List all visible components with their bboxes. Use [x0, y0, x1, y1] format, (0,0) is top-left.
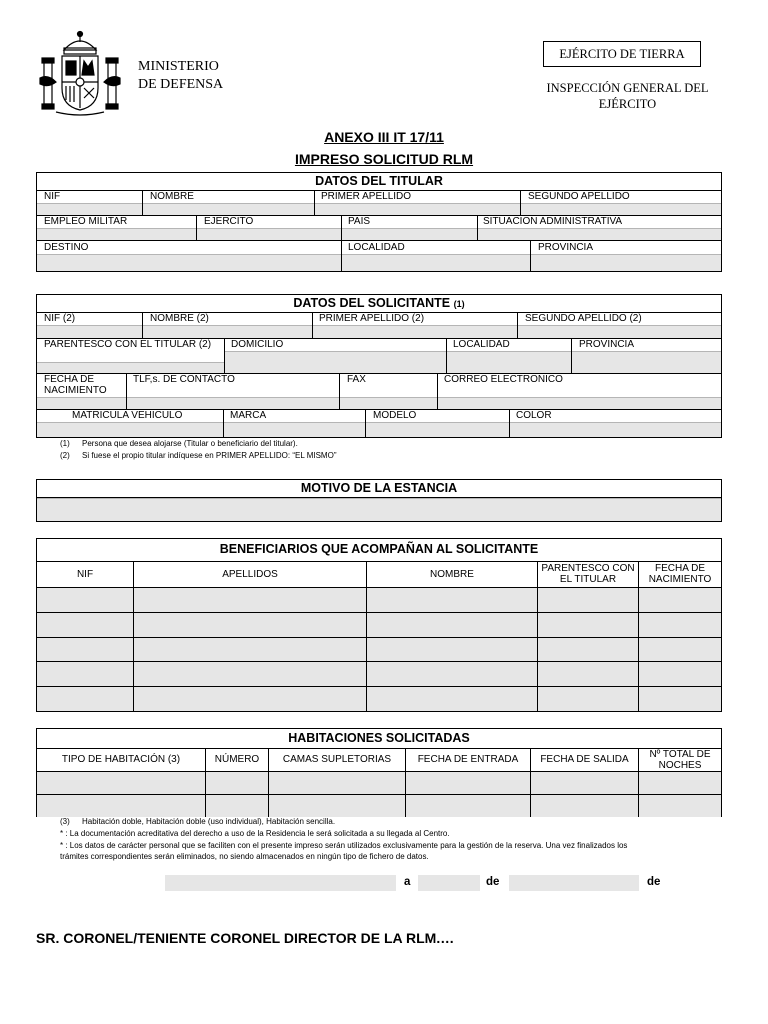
ben-cell[interactable] — [367, 588, 537, 612]
sol-provincia-label: PROVINCIA — [579, 339, 635, 350]
hab-col-numero: NÚMERO — [214, 754, 260, 765]
sol-provincia-field[interactable] — [572, 351, 721, 373]
sol-marca-label: MARCA — [230, 410, 267, 421]
hab-cell[interactable] — [639, 795, 721, 817]
ministry-line2: DE DEFENSA — [138, 77, 224, 92]
note-star-2b: trámites correspondientes serán eliminados, no siendo almacenados en ningún tipo de fichero de datos. — [60, 852, 429, 861]
ben-cell[interactable] — [367, 662, 537, 686]
sol-telefono-label: TLF,s. DE CONTACTO — [133, 374, 235, 385]
army-box — [543, 41, 701, 67]
sol-domicilio-label: DOMICILIO — [231, 339, 284, 350]
ben-row-divider — [36, 686, 722, 687]
note-1-number: (1) — [60, 439, 70, 448]
sol-parentesco-field[interactable] — [37, 362, 224, 373]
ben-row-divider — [36, 661, 722, 662]
titular-ejercito-field[interactable] — [197, 228, 341, 240]
hab-cell[interactable] — [37, 772, 205, 794]
titular-nif-label: NIF — [44, 191, 61, 202]
ben-cell[interactable] — [538, 638, 638, 662]
sol-nombre-label: NOMBRE (2) — [150, 313, 209, 324]
hab-col-camas: CAMAS SUPLETORIAS — [282, 754, 392, 765]
ben-cell[interactable] — [134, 687, 366, 711]
titular-primer-apellido-label: PRIMER APELLIDO — [321, 191, 412, 202]
day-field[interactable] — [418, 875, 480, 891]
sol-fecha-nacimiento-field[interactable] — [37, 397, 126, 409]
ben-cell[interactable] — [538, 613, 638, 637]
hab-col-entrada: FECHA DE ENTRADA — [417, 754, 519, 765]
titular-situacion-field[interactable] — [478, 228, 721, 240]
title-form: IMPRESO SOLICITUD RLM — [294, 151, 474, 167]
ben-cell[interactable] — [37, 638, 133, 662]
titular-nif-field[interactable] — [37, 203, 142, 215]
sol-fecha-nacimiento-label: FECHA DE NACIMIENTO — [44, 374, 107, 396]
titular-provincia-label: PROVINCIA — [538, 242, 594, 253]
titular-provincia-field[interactable] — [531, 254, 721, 271]
sol-fax-label: FAX — [347, 374, 366, 385]
sol-telefono-field[interactable] — [127, 397, 339, 409]
hab-cell[interactable] — [531, 795, 638, 817]
ben-cell[interactable] — [134, 588, 366, 612]
hab-row-divider — [36, 794, 722, 795]
sol-correo-field[interactable] — [438, 397, 721, 409]
titular-localidad-label: LOCALIDAD — [348, 242, 405, 253]
month-field[interactable] — [509, 875, 639, 891]
hab-cell[interactable] — [269, 772, 405, 794]
hab-cell[interactable] — [37, 795, 205, 817]
ben-cell[interactable] — [639, 638, 721, 662]
ben-cell[interactable] — [37, 687, 133, 711]
titular-localidad-field[interactable] — [342, 254, 530, 271]
hab-cell[interactable] — [206, 795, 268, 817]
titular-empleo-label: EMPLEO MILITAR — [44, 216, 128, 227]
hab-col-salida: FECHA DE SALIDA — [540, 754, 629, 765]
sol-primer-apellido-field[interactable] — [313, 325, 517, 338]
titular-segundo-apellido-field[interactable] — [521, 203, 721, 215]
ben-cell[interactable] — [134, 662, 366, 686]
note-1-text: Persona que desea alojarse (Titular o beneficiario del titular). — [82, 439, 298, 448]
note-2-text: Si fuese el propio titular indíquese en PRIMER APELLIDO: “EL MISMO” — [82, 451, 337, 460]
note-2-number: (2) — [60, 451, 70, 460]
ben-cell[interactable] — [538, 662, 638, 686]
titular-destino-label: DESTINO — [44, 242, 89, 253]
sol-color-field[interactable] — [510, 422, 721, 437]
sol-segundo-apellido-field[interactable] — [518, 325, 721, 338]
hab-cell[interactable] — [206, 772, 268, 794]
hab-col-noches: Nº TOTAL DE NOCHES — [649, 749, 711, 771]
date-a-label: a — [404, 876, 411, 888]
ben-col-apellidos: APELLIDOS — [222, 569, 278, 580]
hab-cell[interactable] — [406, 795, 530, 817]
sol-nif-label: NIF (2) — [44, 313, 76, 324]
habitaciones-heading: HABITACIONES SOLICITADAS — [288, 731, 470, 745]
ministry-line1: MINISTERIO — [138, 59, 219, 74]
titular-nombre-label: NOMBRE — [150, 191, 194, 202]
ben-cell[interactable] — [367, 687, 537, 711]
addressee: SR. CORONEL/TENIENTE CORONEL DIRECTOR DE LA RLM.… — [36, 930, 455, 946]
sol-parentesco-label: PARENTESCO CON EL TITULAR (2) — [44, 339, 212, 350]
sol-fax-field[interactable] — [340, 397, 437, 409]
ministry-name — [138, 58, 223, 94]
sol-modelo-label: MODELO — [373, 410, 417, 421]
solicitante-heading — [36, 296, 722, 310]
ben-cell[interactable] — [639, 662, 721, 686]
sol-correo-label: CORREO ELECTRONICO — [444, 374, 563, 385]
sol-primer-apellido-label: PRIMER APELLIDO (2) — [319, 313, 425, 324]
ben-col-parentesco: PARENTESCO CON EL TITULAR — [541, 563, 635, 585]
ben-cell[interactable] — [37, 662, 133, 686]
sol-matricula-field[interactable] — [37, 422, 223, 437]
titular-heading: DATOS DEL TITULAR — [315, 174, 443, 188]
ben-cell[interactable] — [639, 613, 721, 637]
ben-cell[interactable] — [367, 613, 537, 637]
titular-pais-label: PAIS — [348, 216, 371, 227]
ben-cell[interactable] — [639, 687, 721, 711]
sol-marca-field[interactable] — [224, 422, 365, 437]
sol-nif-field[interactable] — [37, 325, 142, 338]
ben-row-divider — [36, 612, 722, 613]
titular-destino-field[interactable] — [37, 254, 341, 271]
ben-cell[interactable] — [538, 588, 638, 612]
date-de2-label: de — [647, 876, 661, 888]
solicitante-heading-text: DATOS DEL SOLICITANTE — [293, 296, 451, 310]
sol-matricula-label: MATRICULA VEHICULO — [72, 410, 183, 421]
titular-nombre-field[interactable] — [143, 203, 314, 215]
sol-color-label: COLOR — [516, 410, 552, 421]
inspection-name — [530, 80, 725, 112]
sol-localidad-label: LOCALIDAD — [453, 339, 510, 350]
note-star-2a: * : Los datos de carácter personal que se faciliten con el presente impreso serán utilizados exclusivamente para la gestión de la reserva. Una vez finalizados los — [60, 841, 628, 850]
ben-cell[interactable] — [367, 638, 537, 662]
army-label: EJÉRCITO DE TIERRA — [559, 47, 685, 61]
ben-cell[interactable] — [37, 588, 133, 612]
titular-empleo-field[interactable] — [37, 228, 196, 240]
inspection-line2: EJÉRCITO — [598, 97, 657, 111]
note-star-1: * : La documentación acreditativa del derecho a uso de la Residencia le será solicitada a su llegada al Centro. — [60, 829, 450, 838]
ben-row-divider — [36, 637, 722, 638]
inspection-line1: INSPECCIÓN GENERAL DEL — [546, 81, 709, 95]
place-field[interactable] — [165, 875, 396, 891]
ben-cell[interactable] — [134, 638, 366, 662]
beneficiarios-heading: BENEFICIARIOS QUE ACOMPAÑAN AL SOLICITANTE — [219, 542, 539, 556]
hab-cell[interactable] — [531, 772, 638, 794]
titular-pais-field[interactable] — [342, 228, 477, 240]
date-de1-label: de — [486, 876, 500, 888]
sol-nombre-field[interactable] — [143, 325, 312, 338]
ben-cell[interactable] — [134, 613, 366, 637]
sol-modelo-field[interactable] — [366, 422, 509, 437]
sol-localidad-field[interactable] — [447, 351, 571, 373]
titular-situacion-label: SITUACION ADMINISTRATIVA — [483, 216, 623, 227]
ben-cell[interactable] — [37, 613, 133, 637]
titular-segundo-apellido-label: SEGUNDO APELLIDO — [528, 191, 630, 202]
titular-ejercito-label: EJERCITO — [204, 216, 254, 227]
ben-col-nombre: NOMBRE — [430, 569, 474, 580]
ben-col-fecha: FECHA DE NACIMIENTO — [648, 563, 712, 585]
solicitante-heading-note: (1) — [453, 299, 465, 309]
hab-cell[interactable] — [406, 772, 530, 794]
ben-col-nif: NIF — [76, 569, 94, 580]
title-annex: ANEXO III IT 17/11 — [324, 129, 444, 145]
ben-cell[interactable] — [639, 588, 721, 612]
ben-cell[interactable] — [538, 687, 638, 711]
hab-cell[interactable] — [639, 772, 721, 794]
hab-cell[interactable] — [269, 795, 405, 817]
note-3-text: Habitación doble, Habitación doble (uso individual), Habitación sencilla. — [82, 817, 336, 826]
sol-domicilio-field[interactable] — [225, 351, 446, 373]
motivo-field[interactable] — [37, 498, 721, 521]
note-3-number: (3) — [60, 817, 70, 826]
titular-primer-apellido-field[interactable] — [315, 203, 520, 215]
page-title — [0, 126, 768, 170]
sol-segundo-apellido-label: SEGUNDO APELLIDO (2) — [525, 313, 642, 324]
motivo-heading: MOTIVO DE LA ESTANCIA — [300, 481, 458, 495]
coat-of-arms-icon — [38, 28, 122, 118]
hab-col-tipo: TIPO DE HABITACIÓN (3) — [61, 754, 181, 765]
